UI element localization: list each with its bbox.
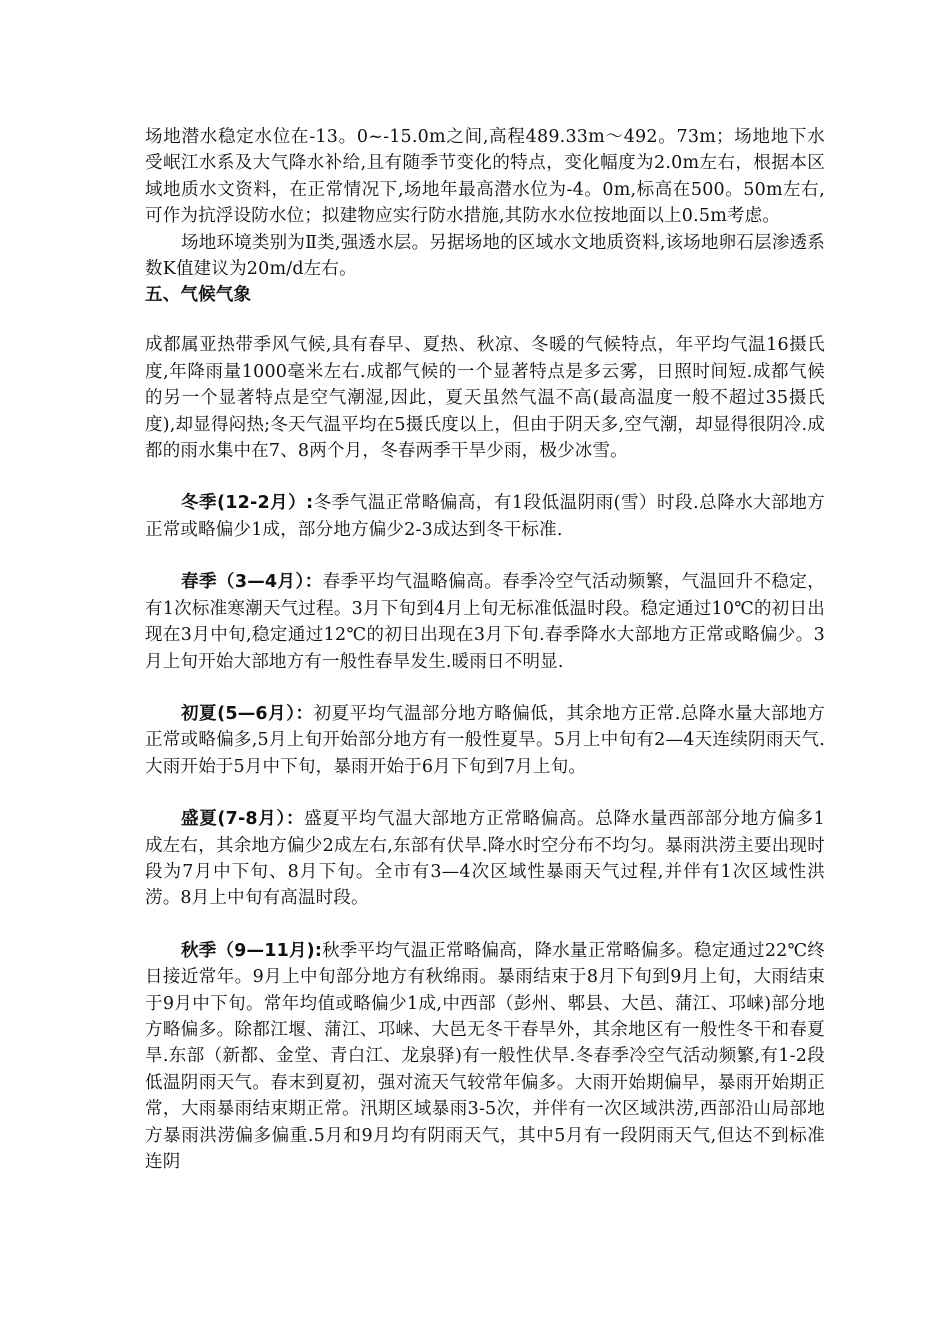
spacer: [145, 780, 825, 806]
season-text: 盛夏平均气温大部地方正常略偏高。总降水量西部部分地方偏多1成左右，其余地方偏少2成左右,东部有伏旱.降水时空分布不均匀。暴雨洪涝主要出现时段为7月中下旬、8月下旬。全市有3—4次区域性暴雨天气过程,并伴有1次区域性洪涝。8月上中旬有高温时段。: [145, 809, 825, 909]
environment-paragraph: 场地环境类别为Ⅱ类,强透水层。另据场地的区域水文地质资料,该场地卵石层渗透系数K值建议为20m/d左右。: [145, 232, 825, 280]
season-label: 秋季（9—11月):: [181, 940, 323, 961]
season-paragraph-autumn: [145, 938, 825, 1176]
season-paragraph-winter: [145, 490, 825, 543]
season-paragraph-early-summer: [145, 701, 825, 780]
spacer: [145, 464, 825, 490]
spacer: [145, 308, 825, 332]
season-label: 冬季(12-2月）:: [181, 493, 314, 514]
section-heading-climate: 五、气候气象: [145, 285, 252, 306]
spacer: [145, 675, 825, 701]
groundwater-paragraph: 场地潜水稳定水位在-13。0~-15.0m之间,高程489.33m～492。73m；场地地下水受岷江水系及大气降水补给,且有随季节变化的特点，变化幅度为2.0m左右，根据本区域地质水文资料，在正常情况下,场地年最高潜水位为-4。0m,标高在500。50m左右,可作为抗浮设防水位；拟建物应实行防水措施,其防水水位按地面以上0.5m考虑。: [145, 127, 825, 227]
season-text: 秋季平均气温正常略偏高，降水量正常略偏多。稳定通过22℃终日接近常年。9月上中旬部分地方有秋绵雨。暴雨结束于8月下旬到9月上旬，大雨结束于9月中下旬。常年均值或略偏少1成,中西部（彭州、郫县、大邑、蒲江、邛崃)部分地方略偏多。除都江堰、蒲江、邛崃、大邑无冬干春旱外，其余地区有一般性冬干和春夏旱.东部（新都、金堂、青白江、龙泉驿)有一般性伏旱.冬春季冷空气活动频繁,有1-2段低温阴雨天气。春末到夏初，强对流天气较常年偏多。大雨开始期偏早，暴雨开始期正常，大雨暴雨结束期正常。汛期区域暴雨3-5次，并伴有一次区域洪涝,西部沿山局部地方暴雨洪涝偏多偏重.5月和9月均有阴雨天气，其中5月有一段阴雨天气,但达不到标准连阴: [145, 940, 825, 1172]
season-paragraph-midsummer: [145, 806, 825, 912]
season-label: 初夏(5—6月）：: [181, 703, 314, 724]
season-text: 冬季气温正常略偏高，有1段低温阴雨(雪）时段.总降水大部地方正常或略偏少1成，部分地方偏少2-3成达到冬干标准.: [145, 493, 825, 540]
season-text: 初夏平均气温部分地方略偏低，其余地方正常.总降水量大部地方正常或略偏多,5月上旬开始部分地方有一般性夏旱。5月上中旬有2—4天连续阴雨天气.大雨开始于5月中下旬，暴雨开始于6月下旬到7月上旬。: [145, 703, 825, 777]
spacer: [145, 543, 825, 569]
climate-intro-paragraph: 成都属亚热带季风气候,具有春早、夏热、秋凉、冬暖的气候特点，年平均气温16摄氏度,年降雨量1000毫米左右.成都气候的一个显著特点是多云雾，日照时间短.成都气候的另一个显著特点是空气潮湿,因此，夏天虽然气温不高(最高温度一般不超过35摄氏度),却显得闷热;冬天气温平均在5摄氏度以上，但由于阴天多,空气潮，却显得很阴冷.成都的雨水集中在7、8两个月，冬春两季干旱少雨，极少冰雪。: [145, 335, 825, 462]
season-label: 春季（3—4月）：: [181, 572, 323, 593]
document-body: [145, 124, 825, 1175]
season-label: 盛夏(7-8月）：: [181, 809, 305, 830]
spacer: [145, 912, 825, 938]
season-text: 春季平均气温略偏高。春季冷空气活动频繁，气温回升不稳定，有1次标准寒潮天气过程。3月下旬到4月上旬无标准低温时段。稳定通过10℃的初日出现在3月中旬,稳定通过12℃的初日出现在3月下旬.春季降水大部地方正常或略偏少。3月上旬开始大部地方有一般性春旱发生.暖雨日不明显.: [145, 572, 825, 672]
season-paragraph-spring: [145, 569, 825, 675]
